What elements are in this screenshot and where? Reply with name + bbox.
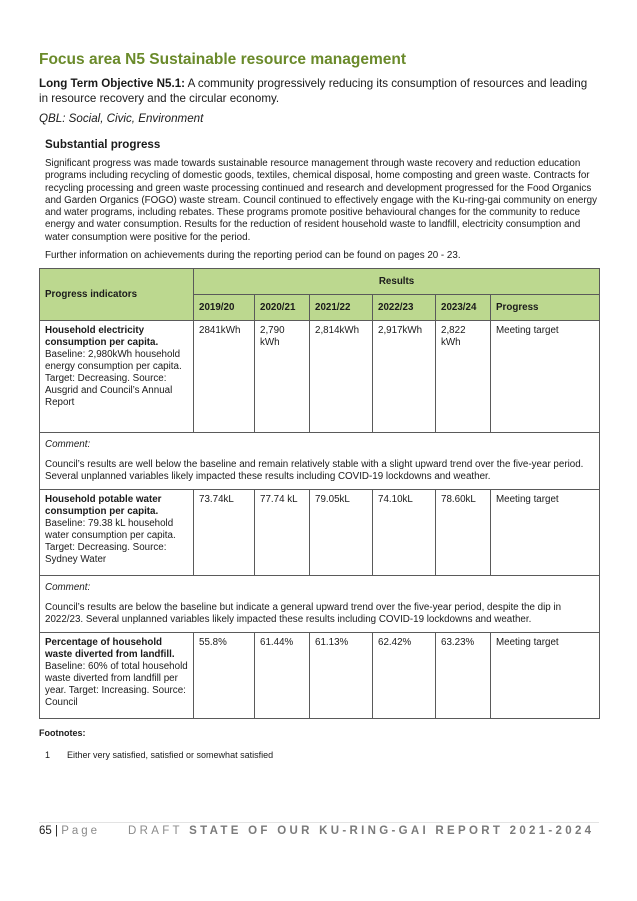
page-heading: Focus area N5 Sustainable resource management — [39, 51, 406, 68]
footnotes-title: Footnotes: — [39, 728, 86, 739]
section-title: Substantial progress — [45, 138, 161, 151]
objective-label: Long Term Objective N5.1: — [39, 77, 186, 90]
page-number: 65 — [39, 825, 52, 837]
page-separator: | — [51, 825, 62, 837]
indicator-detail: Baseline: 79.38 kL household water consumption per capita. Target: Decreasing. Source: Sydney Water — [45, 518, 176, 566]
result-cell: 2,822 kWh — [436, 321, 491, 433]
progress-cell: Meeting target — [491, 321, 600, 433]
report-title: STATE OF OUR KU-RING-GAI REPORT 2021-2024 — [189, 825, 595, 837]
col-year: 2023/24 — [436, 295, 491, 321]
col-year: 2021/22 — [310, 295, 373, 321]
draft-label: DRAFT — [128, 825, 183, 837]
progress-cell: Meeting target — [491, 490, 600, 576]
col-year: 2019/20 — [194, 295, 255, 321]
footnote-item — [45, 750, 599, 760]
long-term-objective — [39, 77, 599, 106]
page-footer — [39, 822, 599, 837]
comment-text: Council’s results are below the baseline but indicate a general upward trend over the five-year period, despite the dip in 2022/23. Several unplanned variables likely impacted these results including COVID-19 lockdowns and weather. — [45, 602, 562, 626]
result-cell: 2,790 kWh — [255, 321, 310, 433]
result-cell: 62.42% — [373, 633, 436, 719]
indicator-title: Percentage of household waste diverted from landfill. — [45, 637, 175, 661]
indicator-detail: Baseline: 60% of total household waste diverted from landfill per year. Target: Increasing. Source: Council — [45, 661, 188, 709]
comment-cell — [40, 576, 600, 633]
col-year: 2022/23 — [373, 295, 436, 321]
result-cell: 63.23% — [436, 633, 491, 719]
table-row — [40, 633, 600, 719]
further-info: Further information on achievements during the reporting period can be found on pages 20 - 23. — [45, 250, 461, 262]
indicator-title: Household electricity consumption per capita. — [45, 325, 159, 349]
result-cell: 61.44% — [255, 633, 310, 719]
progress-table — [39, 268, 600, 719]
result-cell: 78.60kL — [436, 490, 491, 576]
table-row — [40, 490, 600, 576]
indicator-title: Household potable water consumption per capita. — [45, 494, 162, 518]
report-footer-title — [128, 825, 594, 837]
footnote-text: Either very satisfied, satisfied or somewhat satisfied — [67, 750, 274, 761]
result-cell: 61.13% — [310, 633, 373, 719]
table-row — [40, 321, 600, 433]
indicator-detail: Baseline: 2,980kWh household energy consumption per capita. Target: Decreasing. Source: Ausgrid and Council’s Annual Report — [45, 349, 182, 409]
col-progress: Progress — [491, 295, 600, 321]
comment-label: Comment: — [45, 582, 91, 594]
comment-cell — [40, 433, 600, 490]
col-progress-indicators: Progress indicators — [40, 269, 194, 321]
comment-row — [40, 433, 600, 490]
indicator-cell — [40, 633, 194, 719]
col-results: Results — [194, 269, 600, 295]
result-cell: 73.74kL — [194, 490, 255, 576]
result-cell: 2,917kWh — [373, 321, 436, 433]
page-label: Page — [61, 825, 101, 837]
indicator-cell — [40, 321, 194, 433]
result-cell: 77.74 kL — [255, 490, 310, 576]
page-content — [39, 50, 599, 760]
comment-text: Council’s results are well below the baseline and remain relatively stable with a slight upward trend over the five-year period. Several unplanned variables likely impacted these results including COVID-19 lockdowns and weather. — [45, 459, 584, 483]
result-cell: 74.10kL — [373, 490, 436, 576]
progress-summary: Significant progress was made towards sustainable resource management through waste recovery and reduction education programs including recycling of domestic goods, textiles, chemical disposal, home composting and green waste. Contracts for recycling processing and green waste processing continued and research and development progressed for the Food Organics and Garden Organics (FOGO) waste stream. Council continued to effectively engage with the Ku-ring-gai community on energy and water programs, including rebates. These programs promote positive behavioural changes for the community to reduce energy and water consumption. Results for the reduction of resident household waste to landfill, electricity consumption and water consumption were positive for the period. — [45, 158, 597, 243]
indicator-cell — [40, 490, 194, 576]
result-cell: 2,814kWh — [310, 321, 373, 433]
qbl-line: QBL: Social, Civic, Environment — [39, 112, 204, 125]
objective-text: A community progressively reducing its consumption of resources and leading in resource recovery and the circular economy. — [39, 77, 588, 105]
result-cell: 79.05kL — [310, 490, 373, 576]
comment-label: Comment: — [45, 439, 91, 451]
footnote-number: 1 — [45, 750, 51, 761]
progress-cell: Meeting target — [491, 633, 600, 719]
result-cell: 55.8% — [194, 633, 255, 719]
result-cell: 2841kWh — [194, 321, 255, 433]
comment-row — [40, 576, 600, 633]
col-year: 2020/21 — [255, 295, 310, 321]
